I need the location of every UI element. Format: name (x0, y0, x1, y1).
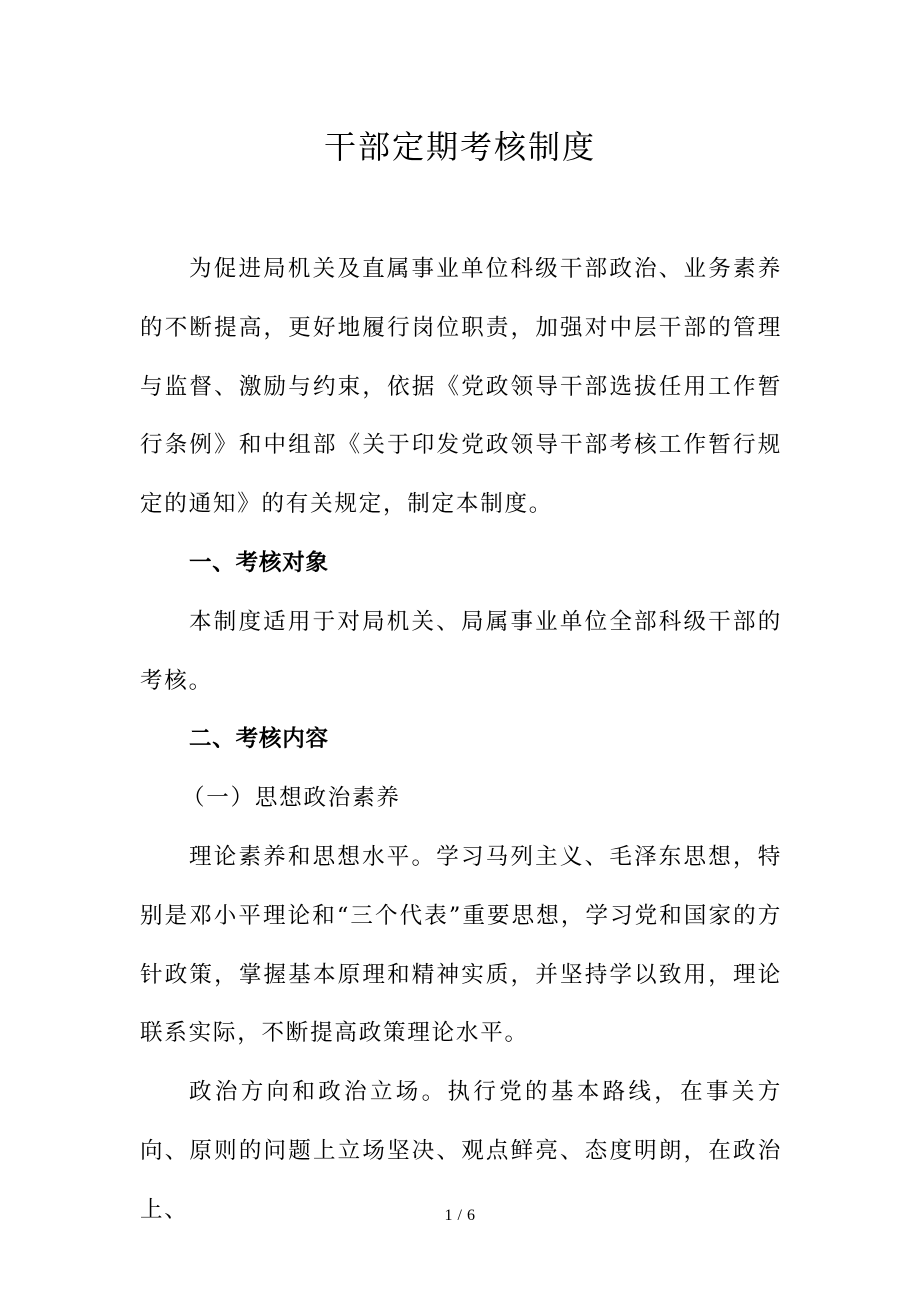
page-indicator: 1 / 6 (444, 1207, 476, 1224)
political-direction-paragraph: 政治方向和政治立场。执行党的基本路线，在事关方向、原则的问题上立场坚决、观点鲜亮、态度明朗，在政治上、 (140, 1079, 782, 1223)
document-title: 干部定期考核制度 (323, 128, 596, 166)
section-heading-2: 二、考核内容 (189, 726, 329, 753)
section-heading-1: 一、考核对象 (189, 549, 329, 576)
document-body (140, 240, 782, 1240)
intro-paragraph: 为促进局机关及直属事业单位科级干部政治、业务素养的不断提高，更好地履行岗位职责，加强对中层干部的管理与监督、激励与约束，依据《党政领导干部选拔任用工作暂行条例》和中组部《关于印发党政领导干部考核工作暂行规定的通知》的有关规定，制定本制度。 (140, 256, 782, 518)
subsection-heading-1: （一）思想政治素养 (182, 785, 401, 812)
theory-paragraph: 理论素养和思想水平。学习马列主义、毛泽东思想，特别是邓小平理论和“三个代表”重要思想，学习党和国家的方针政策，掌握基本原理和精神实质，并坚持学以致用，理论联系实际，不断提高政策理论水平。 (140, 843, 782, 1047)
section-1-paragraph: 本制度适用于对局机关、局属事业单位全部科级干部的考核。 (140, 608, 782, 694)
